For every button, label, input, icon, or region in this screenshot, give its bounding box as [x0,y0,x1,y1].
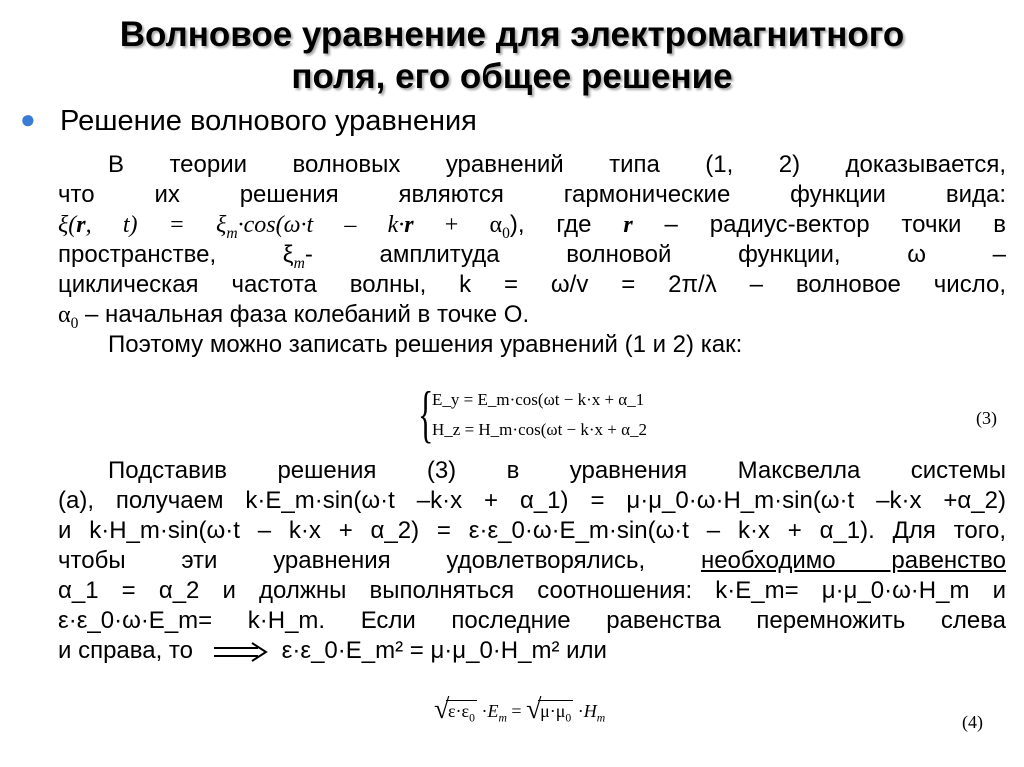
bullet-dot-icon: ● [20,104,36,134]
para1-line-1: В теории волновых уравнений типа (1, 2) доказывается, [108,151,1006,178]
sqrt-left: √ $\varepsilon\cdot\varepsilon_0$ [434,694,475,725]
equation-system-3 [418,378,748,450]
slide-title [0,14,1024,98]
para2-line-1: Подставив решения (3) в уравнения Максвелла системы [108,457,1006,484]
para2-line-4: чтобы эти уравнения удовлетворялись, необходимо равенство [58,547,1006,574]
title-line-2: поля, его общее решение [291,57,733,96]
equation-ey: E_y = E_m·cos(ωt − k·x + α_1 [432,390,645,409]
para1-line-4: пространстве, $\xi_m-$ амплитуда волновой функции, ω – [58,241,1006,272]
para2-line-7: и справа, то ε·ε_0·E_m² = μ·μ_0·H_m² или [58,637,607,664]
underlined-phrase: необходимо равенство [700,547,1006,574]
title-line-1: Волновое уравнение для электромагнитного [119,15,905,54]
para1-line-3: ξ(r, $t) = \xi_m\cdot\cos(\omega\cdot t - k\cdot r + \alpha_0)$, где r – радиус-вектор точки в [58,211,1006,242]
equation-hz: H_z = H_m·cos(ωt − k·x + α_2 [432,420,648,439]
sqrt-right: √ $\mu\cdot\mu_0$ [526,694,572,725]
paragraph-solution [58,150,1006,360]
brace-icon: { [418,378,434,449]
para2-line-5: α_1 = α_2 и должны выполняться соотношения: k·E_m= μ·μ_0·ω·H_m и [58,577,1006,604]
para1-line-6: $\alpha_0$ – начальная фаза колебаний в точке O. [58,301,530,332]
para2-line-6: ε·ε_0·ω·E_m= k·H_m. Если последние равенства перемножить слева [58,607,1006,634]
equation-4: √ $\varepsilon\cdot\varepsilon_0 \cdot E_m$ = √ $\mu\cdot\mu_0 \cdot H_m$ [434,694,606,725]
equation-number-4: (4) [962,712,983,732]
para1-line-2: что их решения являются гармонические функции вида: [58,181,1006,208]
para2-line-2: (a), получаем k·E_m·sin(ω·t –k·x + α_1) = μ·μ_0·ω·H_m·sin(ω·t –k·x +α_2) [58,487,1006,514]
para1-line-7: Поэтому можно записать решения уравнений (1 и 2) как: [108,331,743,358]
double-arrow-right-icon [214,642,268,662]
paragraph-maxwell [58,456,1006,666]
para2-line-3: и k·H_m·sin(ω·t – k·x + α_2) = ε·ε_0·ω·E_m·sin(ω·t – k·x + α_1). Для того, [58,517,1006,544]
para1-line-5: циклическая частота волны, k = ω/v = 2π/λ – волновое число, [58,271,1006,298]
bullet-text: Решение волнового уравнения [60,105,477,137]
equation-number-3: (3) [976,408,997,428]
